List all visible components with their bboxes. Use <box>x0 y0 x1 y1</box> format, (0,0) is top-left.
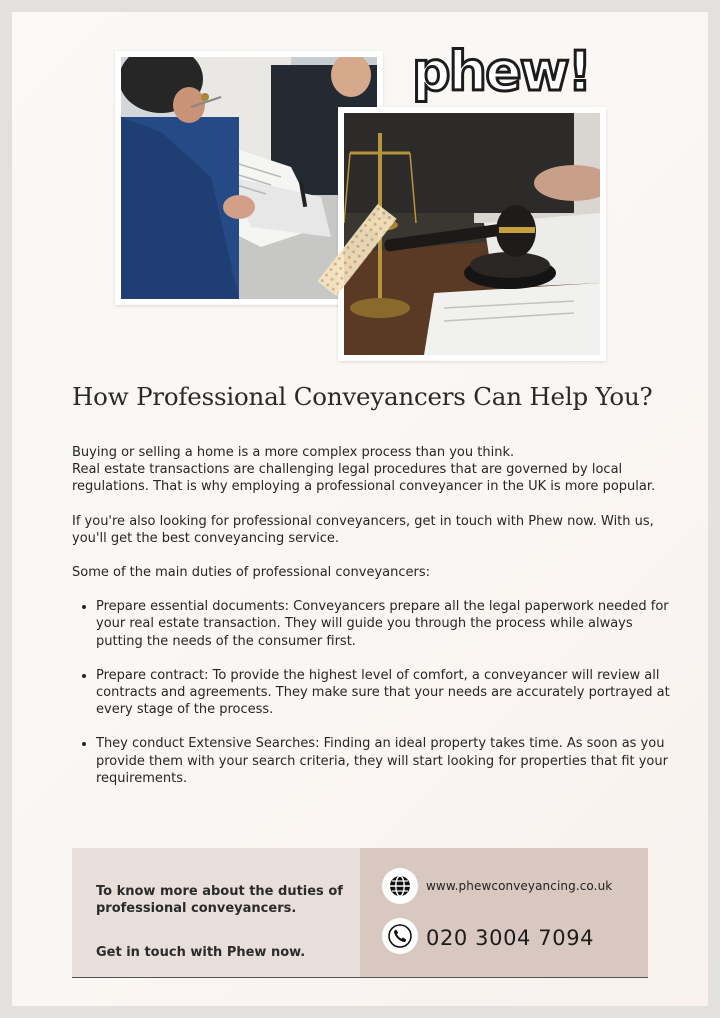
intro-line-1: Buying or selling a home is a more complex process than you think. <box>72 445 515 460</box>
phew-logo <box>406 34 602 108</box>
website-link[interactable]: www.phewconveyancing.co.uk <box>426 879 613 893</box>
cta-text: To know more about the duties of professional conveyancers. <box>96 884 343 916</box>
phone-number-link[interactable]: 020 3004 7094 <box>426 926 595 950</box>
svg-text:phew!: phew! <box>412 40 591 103</box>
contact-footer <box>72 848 648 978</box>
flyer-page <box>12 12 708 1006</box>
footer-contact-panel <box>360 848 648 977</box>
duty-item: • Prepare essential documents: Conveyancers prepare all the legal paperwork needed for your real estate transaction. They will guide you through the process while always putting the needs of the consumer first. <box>96 598 672 650</box>
duties-list <box>72 598 672 787</box>
contact-paragraph: If you're also looking for professional conveyancers, get in touch with Phew now. With us, you'll get the best conveyancing service. <box>72 513 654 546</box>
intro-line-2: Real estate transactions are challenging legal procedures that are governed by local regulations. That is why employing a professional conveyancer in the UK is more popular. <box>72 462 656 495</box>
article-title: How Professional Conveyancers Can Help You? <box>72 382 653 411</box>
duty-item: • They conduct Extensive Searches: Finding an ideal property takes time. As soon as you provide them with your search criteria, they will start looking for properties that fit your requirements. <box>96 735 672 787</box>
globe-icon <box>382 868 418 904</box>
duties-intro: Some of the main duties of professional conveyancers: <box>72 565 430 581</box>
phone-icon <box>382 918 418 954</box>
footer-cta-panel <box>72 848 360 977</box>
cta-contact: Get in touch with Phew now. <box>96 945 306 960</box>
duty-item: • Prepare contract: To provide the highest level of comfort, a conveyancer will review all contracts and agreements. They make sure that your needs are accurately portrayed at every stage of the process. <box>96 667 672 719</box>
intro-paragraph <box>72 444 672 496</box>
article-body <box>72 444 672 804</box>
footer-divider <box>72 977 648 978</box>
